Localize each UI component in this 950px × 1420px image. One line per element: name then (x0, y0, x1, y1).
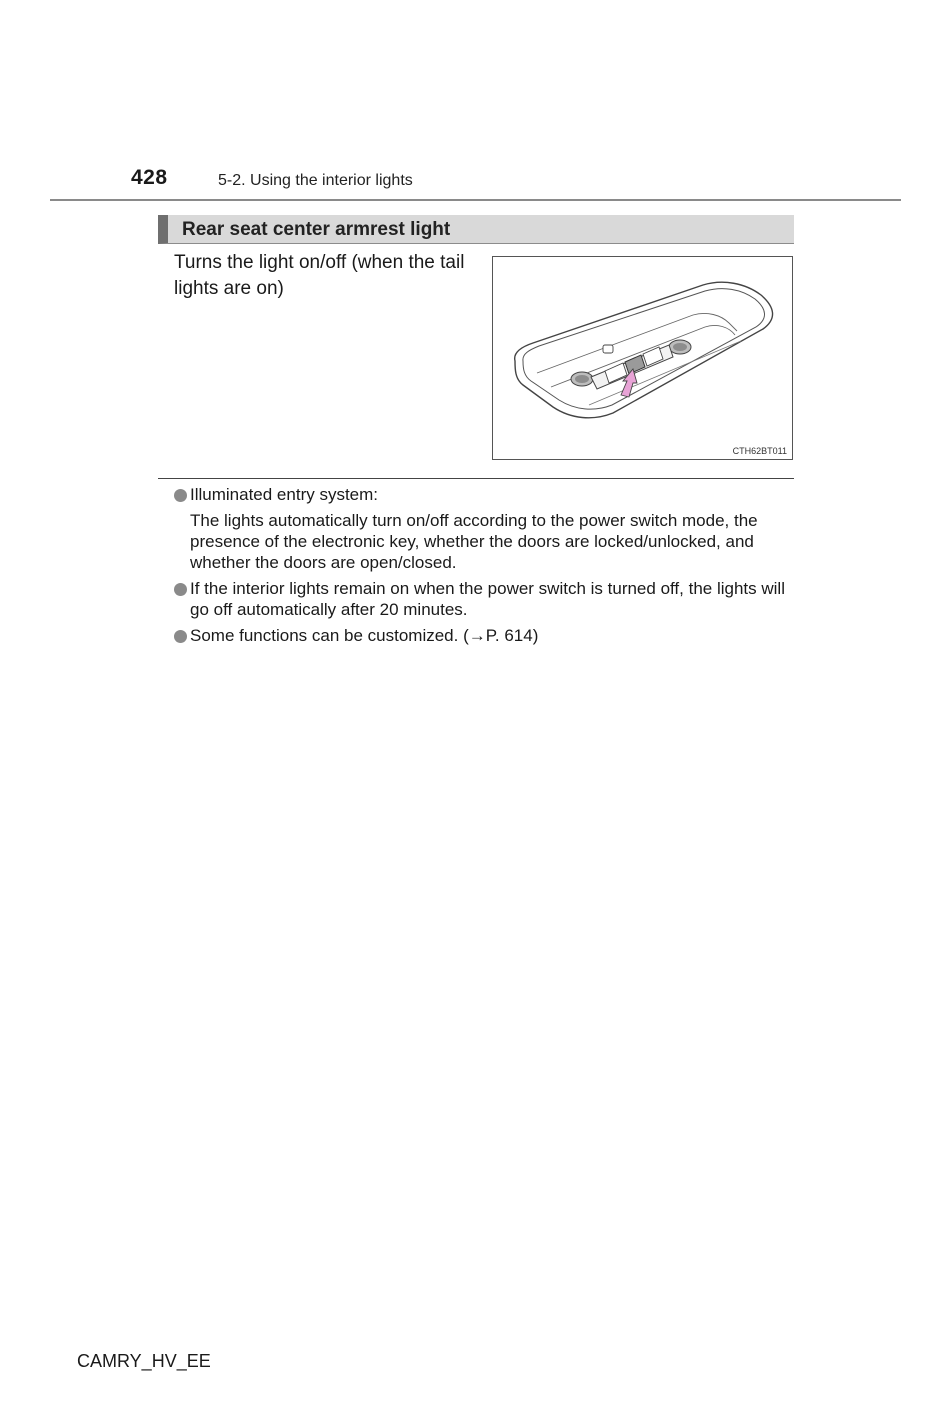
chapter-heading: 5-2. Using the interior lights (218, 172, 413, 189)
bullet-icon (174, 583, 187, 596)
section-title-bar (158, 215, 794, 244)
note-detail: The lights automatically turn on/off according to the power switch mode, the presence of the electronic key, whether the doors are locked/unlocked, and whether the doors are open/closed. (190, 511, 758, 572)
figure-code: CTH62BT011 (732, 446, 787, 456)
note-lead: If the interior lights remain on when the power switch is turned off, the lights will go off automatically after 20 minutes. (190, 579, 785, 619)
list-item (174, 578, 799, 620)
intro-text: Turns the light on/off (when the tail lights are on) (174, 252, 465, 299)
notes-list (174, 484, 799, 646)
armrest-light-figure (492, 256, 793, 460)
section-title: Rear seat center armrest light (182, 219, 451, 240)
bullet-icon (174, 489, 187, 502)
section-divider (158, 478, 794, 479)
page-number: 428 (131, 166, 168, 189)
overhead-console-illustration (493, 257, 794, 461)
note-lead: Illuminated entry system: (190, 485, 379, 504)
list-item (174, 484, 799, 505)
list-item (174, 625, 799, 646)
header-rule (50, 199, 901, 201)
note-lead: Some functions can be customized. (→P. 614) (190, 626, 539, 645)
footer-model-code: CAMRY_HV_EE (77, 1351, 211, 1371)
bullet-icon (174, 630, 187, 643)
